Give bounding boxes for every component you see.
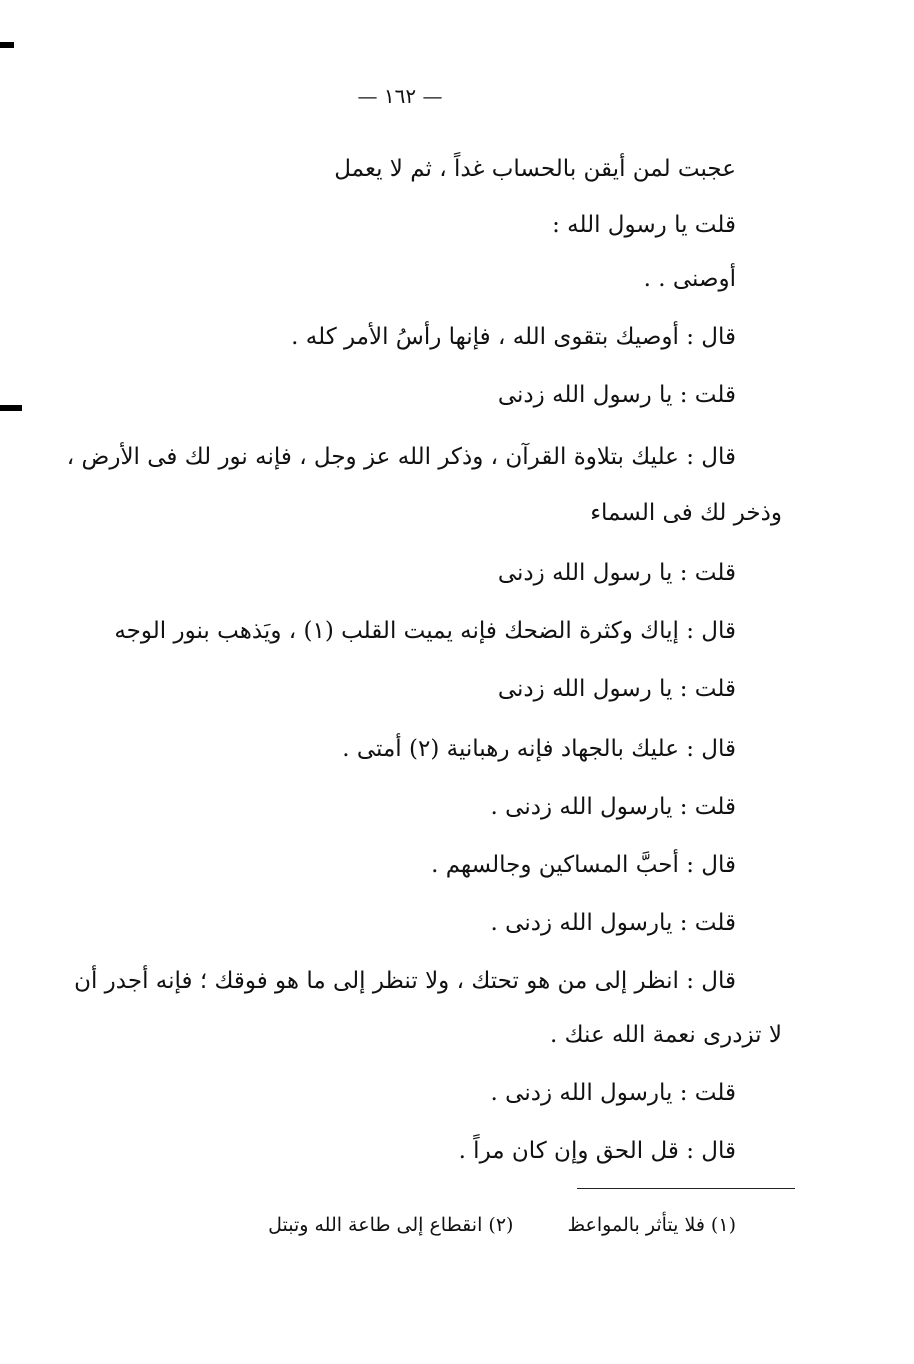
footnotes <box>220 1210 736 1240</box>
text-line: قال : عليك بالجهاد فإنه رهبانية (٢) أمتى . <box>342 736 736 762</box>
text-line: قلت : يارسول الله زدنى . <box>490 794 736 820</box>
page-number: — ١٦٢ — <box>357 84 443 108</box>
text-line: قلت : يارسول الله زدنى . <box>490 1080 736 1106</box>
text-line: قال : إياك وكثرة الضحك فإنه يميت القلب (١) ، ويَذهب بنور الوجه <box>114 618 736 644</box>
footnote: (٢) انقطاع إلى طاعة الله وتبتل <box>268 1214 514 1236</box>
scan-edge-mark <box>0 42 14 48</box>
text-line: قال : عليك بتلاوة القرآن ، وذكر الله عز وجل ، فإنه نور لك فى الأرض ، <box>66 444 736 470</box>
text-line: لا تزدرى نعمة الله عنك . <box>550 1022 782 1048</box>
text-line: قال : انظر إلى من هو تحتك ، ولا تنظر إلى ما هو فوقك ؛ فإنه أجدر أن <box>74 968 736 994</box>
text-line: أوصنى . . <box>643 266 736 292</box>
footnote: (١) فلا يتأثر بالمواعظ <box>567 1214 736 1236</box>
text-line: قلت : يا رسول الله زدنى <box>497 676 736 702</box>
text-line: وذخر لك فى السماء <box>590 500 782 526</box>
text-line: قلت يا رسول الله : <box>552 212 736 238</box>
text-line: قال : أوصيك بتقوى الله ، فإنها رأسُ الأمر كله . <box>291 324 736 350</box>
text-line: عجبت لمن أيقن بالحساب غداً ، ثم لا يعمل <box>334 156 736 182</box>
scan-edge-mark <box>0 405 22 411</box>
footnote-rule <box>577 1188 795 1189</box>
text-line: قال : قل الحق وإن كان مراً . <box>458 1138 736 1164</box>
text-line: قلت : يا رسول الله زدنى <box>497 382 736 408</box>
text-line: قلت : يا رسول الله زدنى <box>497 560 736 586</box>
text-line: قلت : يارسول الله زدنى . <box>490 910 736 936</box>
text-line: قال : أحبَّ المساكين وجالسهم . <box>431 852 736 878</box>
